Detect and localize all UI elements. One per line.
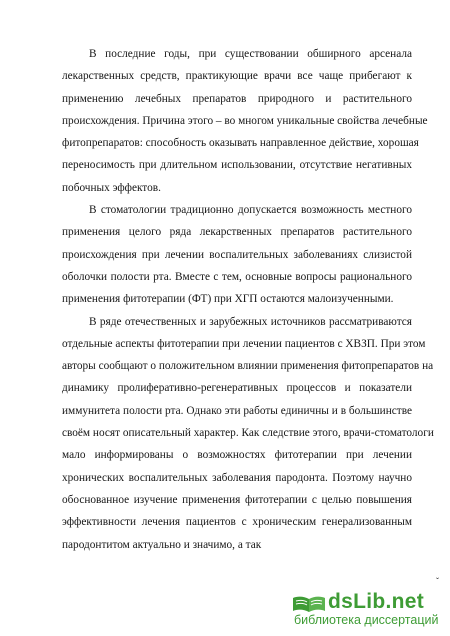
text-line: эффективности лечения пациентов с хроническим генерализованным (62, 516, 412, 529)
corner-mark: ˇ (436, 576, 439, 586)
text-line: В последние годы, при существовании обширного арсенала (89, 48, 412, 60)
text-line: применению лечебных препаратов природного и растительного (62, 92, 412, 105)
text-line: побочных эффектов. (62, 181, 161, 194)
text-line: отдельные аспекты фитотерапии при лечении пациентов с ХВЗП. При этом (62, 337, 426, 350)
text-line: применения фитотерапии (ФТ) при ХГП остаются малоизученными. (62, 293, 394, 306)
text-line: хронических воспалительных заболевания пародонта. Поэтому научно (62, 471, 412, 484)
watermark-brand: dsLib.net (328, 590, 425, 613)
text-line: В стоматологии традиционно допускается возможность местного (89, 204, 412, 217)
text-line: авторы сообщают о положительном влиянии применения фитопрепаратов на (62, 360, 434, 373)
text-line: своём носят описательный характер. Как следствие этого, врачи-стоматологи (62, 427, 434, 440)
text-line: применения целого ряда лекарственных препаратов растительного (62, 226, 412, 239)
text-line: фитопрепаратов: способность оказывать направленное действие, хорошая (62, 137, 419, 150)
document-body (62, 43, 434, 556)
text-line: мало информированы о возможностях фитотерапии при лечении (62, 449, 412, 462)
text-line: пародонтитом актуально и значимо, а так (62, 538, 262, 551)
text-line: происхождения при лечении воспалительных заболеваниях слизистой (62, 248, 412, 261)
text-line: В ряде отечественных и зарубежных источников рассматриваются (89, 315, 412, 328)
book-icon (292, 596, 326, 612)
text-line: обоснованное изучение применения фитотерапии с целью повышения (62, 493, 412, 506)
text-line: переносимость при длительном использовании, отсутствие негативных (62, 159, 412, 172)
text-line: лекарственных средств, практикующие врачи все чаще прибегают к (62, 70, 412, 83)
text-line: иммунитета полости рта. Однако эти работы единичны и в большинстве (62, 404, 412, 417)
text-line: оболочки полости рта. Вместе с тем, основные вопросы рационального (62, 270, 412, 283)
text-line: динамику пролиферативно-регенеративных процессов и показатели (62, 382, 412, 395)
watermark-subtitle: библиотека диссертаций (294, 613, 439, 627)
text-line: происхождения. Причина этого – во многом уникальные свойства лечебные (62, 114, 428, 127)
watermark[interactable] (232, 590, 442, 633)
